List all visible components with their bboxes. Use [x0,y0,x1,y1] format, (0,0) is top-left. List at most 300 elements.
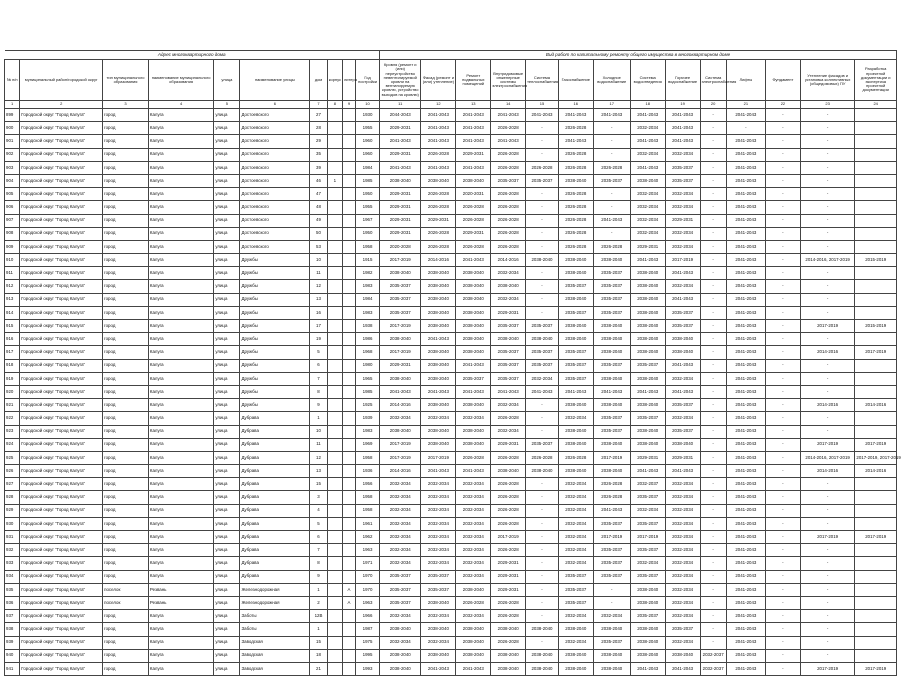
table-cell: - [700,583,726,596]
table-cell: 21 [310,662,327,675]
table-cell: 2032-2034 [665,557,700,570]
table-cell: 2032-2034 [558,557,593,570]
table-cell: 2041-2043 [558,135,593,148]
table-cell: 2032-2034 [665,517,700,530]
table-cell: город [103,399,149,412]
table-cell: Городской округ "Город Калуга" [20,280,103,293]
table-cell: 1983 [356,280,380,293]
table-cell: 2020-2031 [456,188,491,201]
table-cell: - [526,227,559,240]
table-cell: 18 [310,649,327,662]
table-cell: 2032-2034 [380,531,421,544]
table-cell: 2035-2037 [558,306,593,319]
table-cell: 2035-2037 [526,320,559,333]
table-cell: Городской округ "Город Калуга" [20,148,103,161]
table-cell: 2038-2040 [456,267,491,280]
table-cell: 2041-2043 [526,109,559,122]
table-cell [327,122,342,135]
table-cell: 2041-2043 [421,662,456,675]
table-cell: 2041-2043 [665,122,700,135]
table-cell: 46 [310,174,327,187]
table-cell: 2041-2043 [726,636,765,649]
table-cell: 2035-2037 [421,583,456,596]
table-cell: - [765,320,800,333]
table-cell: 2041-2043 [726,188,765,201]
table-cell: 2038-2040 [630,636,665,649]
table-cell: Достоевского [240,188,310,201]
table-row [5,109,897,122]
table-cell: 2041-2043 [630,385,665,398]
table-cell: - [593,596,630,609]
table-cell: 2041-2043 [665,359,700,372]
table-cell: 915 [5,320,20,333]
table-cell: 2035-2037 [558,372,593,385]
table-cell: 2038-2040 [558,399,593,412]
table-cell: Городской округ "Город Калуга" [20,240,103,253]
table-cell [327,491,342,504]
table-cell: 2 [310,596,327,609]
table-cell: город [103,649,149,662]
table-cell: 2020-2028 [380,240,421,253]
table-cell [855,227,897,240]
table-cell: 2038-2040 [421,280,456,293]
table-cell: Дубрава [240,425,310,438]
table-cell: 2038-2040 [421,438,456,451]
table-cell: 2017-2019 [800,320,855,333]
table-cell: улица [214,636,240,649]
table-cell: 2038-2040 [593,333,630,346]
table-cell: поселок [103,596,149,609]
table-cell: Калуга [148,465,213,478]
table-cell: 2038-2040 [558,662,593,675]
table-cell: 2041-2043 [726,372,765,385]
table-cell [855,214,897,227]
table-cell: - [800,570,855,583]
table-cell: 1958 [356,240,380,253]
table-cell: 2035-2037 [630,570,665,583]
table-cell: Калуга [148,636,213,649]
table-cell [855,240,897,253]
table-cell: 2032-2034 [630,214,665,227]
table-cell: - [800,201,855,214]
table-cell: 2032-2034 [558,636,593,649]
table-cell: 2041-2043 [421,161,456,174]
table-cell: - [526,122,559,135]
table-cell: 2026-2028 [491,412,526,425]
table-cell: улица [214,227,240,240]
table-cell: 11 [310,267,327,280]
table-cell: Калуга [148,109,213,122]
table-cell: 2038-2040 [491,623,526,636]
table-cell: 2035-2037 [593,636,630,649]
table-cell: 2041-2043 [380,385,421,398]
table-cell: улица [214,240,240,253]
table-cell: Городской округ "Город Калуга" [20,425,103,438]
table-cell: 2041-2043 [456,359,491,372]
table-cell: 938 [5,623,20,636]
table-cell: - [593,583,630,596]
table-cell: 2035-2037 [380,570,421,583]
table-cell: Калуга [148,161,213,174]
table-row [5,504,897,517]
table-cell: 2032-2034 [593,610,630,623]
table-cell: 2038-2040 [593,320,630,333]
table-cell: Калуга [148,491,213,504]
table-cell: 916 [5,333,20,346]
table-cell: 2035-2037 [380,293,421,306]
table-cell: Городской округ "Город Калуга" [20,385,103,398]
table-cell: 2029-2031 [380,214,421,227]
table-cell [327,557,342,570]
table-cell: 905 [5,188,20,201]
table-cell: Городской округ "Город Калуга" [20,517,103,530]
table-cell [327,570,342,583]
table-cell: 2041-2043 [665,662,700,675]
table-cell: - [593,148,630,161]
table-cell: 2041-2043 [726,649,765,662]
table-cell: 2041-2043 [665,267,700,280]
table-cell: 2026-2028 [456,240,491,253]
table-cell: 2029-2031 [380,201,421,214]
table-cell [342,359,355,372]
table-cell: 2038-2040 [558,293,593,306]
table-cell [342,491,355,504]
table-cell: 2035-2037 [491,320,526,333]
table-cell: Достоевского [240,109,310,122]
table-cell: улица [214,596,240,609]
table-cell: 2032-2034 [665,201,700,214]
table-cell: 917 [5,346,20,359]
table-cell: улица [214,293,240,306]
table-cell: Дубрава [240,478,310,491]
table-cell: - [765,438,800,451]
table-cell: 2032-2037 [700,649,726,662]
column-number-20: 20 [700,101,726,109]
table-cell: 2032-2034 [421,557,456,570]
table-cell: 2014-2016 [380,465,421,478]
table-cell [855,385,897,398]
table-cell: 2041-2043 [665,385,700,398]
table-cell: 2038-2040 [421,425,456,438]
table-cell: 2038-2040 [456,623,491,636]
table-cell: 1936 [356,465,380,478]
table-cell: улица [214,385,240,398]
table-cell: 2041-2043 [456,465,491,478]
table-cell: 1 [310,412,327,425]
table-cell: Калуга [148,122,213,135]
table-cell: 1985 [356,174,380,187]
table-cell: 1965 [356,372,380,385]
table-cell [342,148,355,161]
table-cell: Достоевского [240,227,310,240]
column-header-13: Ремонт подвальных помещений [456,60,491,101]
table-cell: 2017-2019 [630,531,665,544]
column-number-8: 8 [327,101,342,109]
table-cell: 2035-2037 [593,306,630,319]
table-cell [342,504,355,517]
table-cell: 2035-2037 [558,359,593,372]
table-cell: 4 [310,504,327,517]
table-cell: Калуга [148,385,213,398]
table-cell: 7 [310,372,327,385]
table-cell [855,636,897,649]
table-cell: - [526,517,559,530]
table-cell: - [800,267,855,280]
table-cell: 2041-2043 [726,412,765,425]
table-cell: - [700,161,726,174]
table-cell: Дружбы [240,320,310,333]
table-cell: 913 [5,293,20,306]
table-cell [855,544,897,557]
table-cell: 2041-2043 [726,557,765,570]
table-cell: 2038-2040 [630,346,665,359]
table-cell: Городской округ "Город Калуга" [20,465,103,478]
table-cell: Калуга [148,148,213,161]
table-cell: 2035-2037 [491,174,526,187]
table-cell [327,385,342,398]
table-cell: - [700,610,726,623]
table-row [5,557,897,570]
table-cell: 2035-2037 [380,583,421,596]
table-cell: 2038-2040 [630,174,665,187]
table-cell: 925 [5,451,20,464]
table-cell: улица [214,412,240,425]
table-cell: 2038-2040 [421,399,456,412]
column-number-24: 24 [855,101,897,109]
table-cell: Калуга [148,240,213,253]
table-cell: - [700,306,726,319]
table-cell: Резвань [148,583,213,596]
table-cell: 28 [310,122,327,135]
table-cell: город [103,267,149,280]
table-cell [855,306,897,319]
table-cell: 2026-2028 [491,161,526,174]
table-cell: 1956 [356,478,380,491]
table-cell [855,135,897,148]
table-cell: А [342,583,355,596]
table-cell: 2038-2040 [558,438,593,451]
table-cell: Городской округ "Город Калуга" [20,161,103,174]
table-cell [342,412,355,425]
column-header-10: Год постройки [356,60,380,101]
table-cell [342,254,355,267]
table-cell: Дружбы [240,267,310,280]
table-cell: 2014-2016 [491,254,526,267]
table-row [5,636,897,649]
column-header-14: Внутридомовые инженерные системы электроснабжения [491,60,526,101]
table-row [5,412,897,425]
table-cell: - [800,188,855,201]
column-number-1: 1 [5,101,20,109]
table-cell: - [800,623,855,636]
table-cell: - [800,649,855,662]
table-cell: 2032-2034 [456,570,491,583]
table-cell: - [700,465,726,478]
table-cell: Калуга [148,610,213,623]
table-cell [342,517,355,530]
table-cell: 2026-2028 [558,161,593,174]
table-cell: 2038-2040 [491,649,526,662]
table-cell: - [800,161,855,174]
table-cell: город [103,135,149,148]
table-cell [342,214,355,227]
table-cell: 2029-2031 [491,583,526,596]
table-cell: Городской округ "Город Калуга" [20,583,103,596]
table-cell: - [700,148,726,161]
table-cell: Достоевского [240,148,310,161]
table-cell: 2041-2043 [665,465,700,478]
table-cell: 2017-2019 [380,451,421,464]
table-cell: город [103,662,149,675]
column-header-6: наименование улицы [240,60,310,101]
table-cell: - [526,636,559,649]
table-cell [342,109,355,122]
table-cell: 2026-2028 [558,214,593,227]
table-cell: 50 [310,227,327,240]
table-cell: улица [214,280,240,293]
table-cell: 2038-2040 [456,174,491,187]
table-cell [342,306,355,319]
table-cell [342,425,355,438]
table-cell: - [700,254,726,267]
table-cell: 27 [310,109,327,122]
table-cell [855,583,897,596]
table-cell: 2032-2034 [665,491,700,504]
table-cell: Городской округ "Город Калуга" [20,135,103,148]
table-cell: 2026-2028 [593,240,630,253]
table-cell [855,478,897,491]
table-cell: Калуга [148,504,213,517]
table-cell: - [526,240,559,253]
table-cell: - [800,583,855,596]
table-cell: Городской округ "Город Калуга" [20,320,103,333]
table-cell: - [765,188,800,201]
table-cell: 1983 [356,306,380,319]
table-cell: 2015-2019 [855,320,897,333]
table-cell: город [103,240,149,253]
table-cell: улица [214,491,240,504]
table-cell: 2029-2031 [665,214,700,227]
table-cell: 2038-2040 [421,623,456,636]
table-cell: - [765,636,800,649]
table-cell: 2032-2034 [665,504,700,517]
table-cell: Калуга [148,517,213,530]
table-row [5,346,897,359]
table-cell: Железнодорожная [240,596,310,609]
works-group-header: Вид работ по капитальному ремонту общего имущества в многоквартирном доме [380,51,897,60]
table-cell: 2038-2040 [526,333,559,346]
table-cell: 2041-2043 [726,610,765,623]
table-cell: 2038-2040 [593,662,630,675]
table-cell: 2032-2034 [380,412,421,425]
table-cell: 2026-2028 [491,148,526,161]
table-cell [327,610,342,623]
table-cell: 2014-2016 [855,465,897,478]
table-cell: - [700,623,726,636]
table-cell: - [526,610,559,623]
table-cell: Калуга [148,399,213,412]
table-cell [855,372,897,385]
table-cell: 2029-2031 [421,214,456,227]
table-row [5,135,897,148]
table-cell: 2035-2037 [526,438,559,451]
table-cell [327,649,342,662]
table-cell: 2041-2043 [726,359,765,372]
table-row [5,240,897,253]
table-cell: 906 [5,201,20,214]
table-cell: - [700,531,726,544]
table-row [5,583,897,596]
table-cell: 2029-2031 [380,122,421,135]
table-cell: Калуга [148,425,213,438]
table-cell: 937 [5,610,20,623]
table-cell: - [765,491,800,504]
table-cell: - [800,359,855,372]
table-cell: - [800,636,855,649]
table-row [5,438,897,451]
table-cell: 2026-2028 [491,504,526,517]
table-cell: 2026-2028 [421,201,456,214]
table-cell: Городской округ "Город Калуга" [20,610,103,623]
table-cell: 2032-2034 [630,557,665,570]
table-cell: Резвань [148,596,213,609]
column-header-17: Холодное водоснабжение [593,60,630,101]
table-cell: 2032-2034 [558,517,593,530]
table-cell: Городской округ "Город Калуга" [20,570,103,583]
table-cell: 2032-2034 [421,504,456,517]
table-cell: 2026-2028 [491,478,526,491]
table-cell: Городской округ "Город Калуга" [20,254,103,267]
table-cell: - [765,451,800,464]
table-cell: 2017-2019 [800,438,855,451]
table-cell: - [700,122,726,135]
table-row [5,188,897,201]
table-cell [855,122,897,135]
table-row [5,227,897,240]
table-cell: 2032-2034 [421,491,456,504]
table-cell: Дружбы [240,280,310,293]
table-cell: 2038-2040 [526,662,559,675]
table-cell: 2038-2040 [630,623,665,636]
column-number-14: 14 [491,101,526,109]
table-cell: Дружбы [240,293,310,306]
table-cell: - [800,240,855,253]
table-cell: город [103,610,149,623]
table-cell: 12В [310,610,327,623]
table-cell: 2026-2028 [491,201,526,214]
table-cell: 2041-2043 [726,583,765,596]
table-cell: 47 [310,188,327,201]
table-cell: 2038-2040 [491,662,526,675]
table-cell [342,662,355,675]
table-cell [327,240,342,253]
table-cell: 2041-2043 [726,254,765,267]
table-cell: Достоевского [240,240,310,253]
table-row [5,385,897,398]
table-cell: - [526,425,559,438]
table-cell: 2032-2034 [491,399,526,412]
table-cell: 2026-2028 [558,240,593,253]
table-cell: улица [214,359,240,372]
table-cell: 2041-2043 [380,161,421,174]
table-cell: - [765,596,800,609]
table-cell: Городской округ "Город Калуга" [20,174,103,187]
table-cell: город [103,346,149,359]
table-cell: 2038-2040 [421,649,456,662]
table-cell [855,148,897,161]
table-cell: 2035-2037 [593,425,630,438]
table-cell [327,636,342,649]
